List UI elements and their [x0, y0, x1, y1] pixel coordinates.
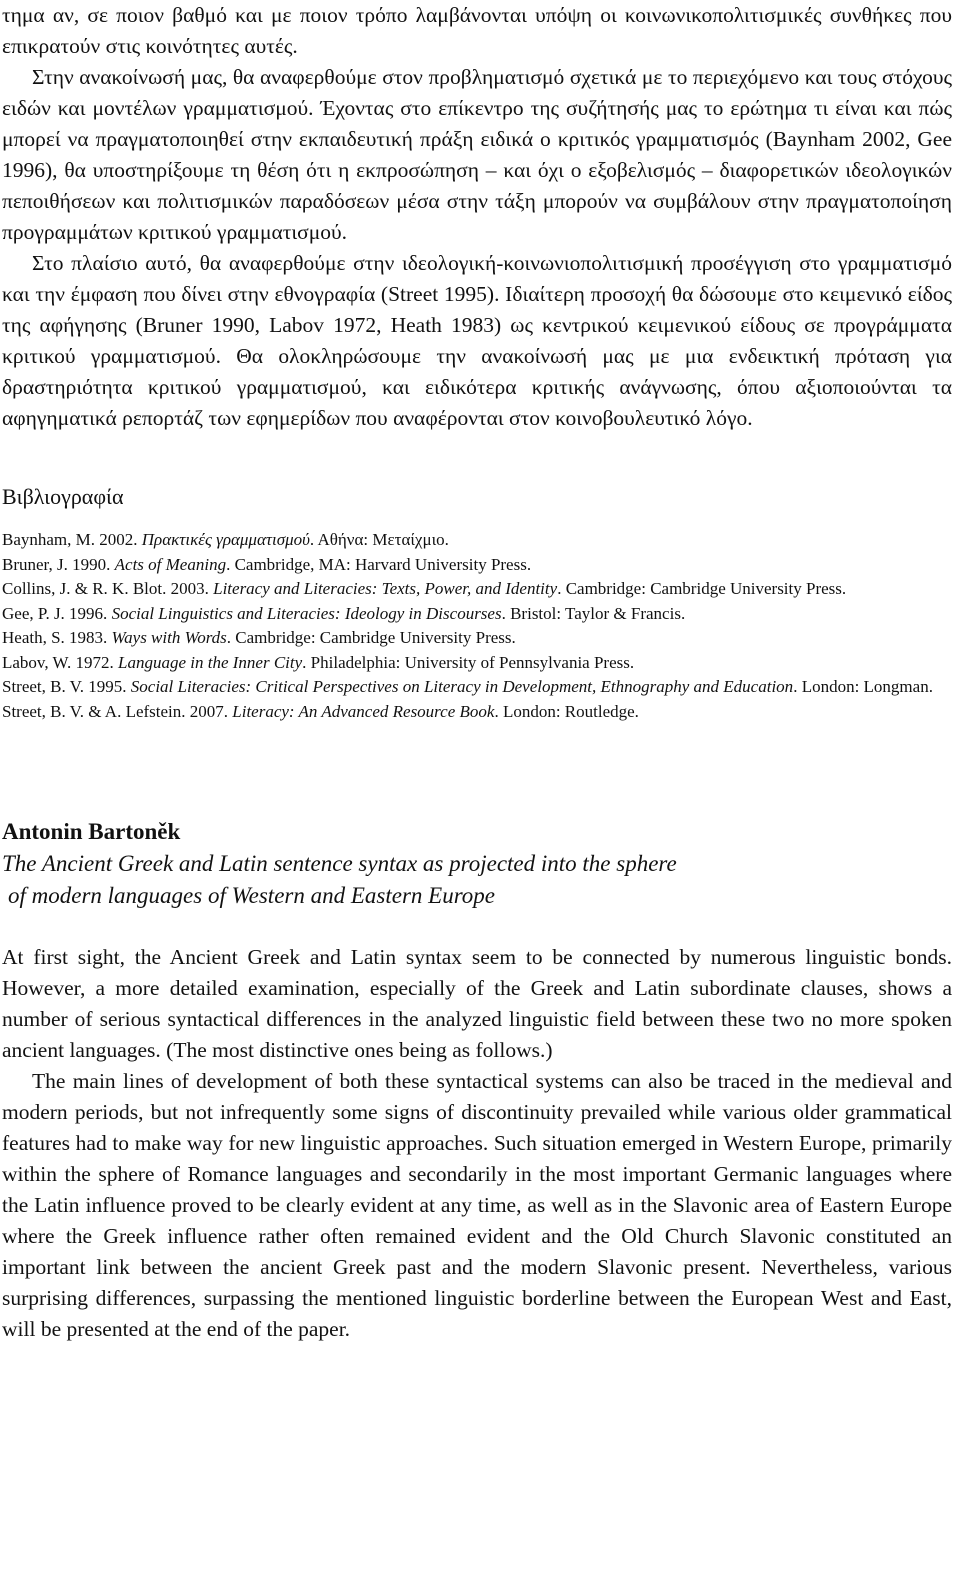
greek-abstract: [2, 0, 952, 434]
article-paragraph-1: At first sight, the Ancient Greek and Latin syntax seem to be connected by numerous linguistic bonds. However, a more detailed examination, especially of the Greek and Latin subordinate clauses, shows a number of serious syntactical differences in the analyzed linguistic field between these two no more spoken ancient languages. (The most distinctive ones being as follows.): [2, 945, 952, 1062]
article-title: [2, 848, 952, 912]
greek-paragraph-2: Στην ανακοίνωσή μας, θα αναφερθούμε στον προβληματισμό σχετικά με το περιεχόμενο και τους στόχους ειδών και μοντέλων γραμματισμού. Έχοντας στο επίκεντρο της συζήτησής μας το ερώτημα τι είναι και πώς μπορεί να πραγματοποιηθεί στην εκπαιδευτική πράξη ειδικά ο κριτικός γραμματισμός (Baynham 2002, Gee 1996), θα υποστηρίξουμε τη θέση ότι η εκπροσώπηση – και όχι ο εξοβελισμός – διαφορετικών ιδεολογικών πεποιθήσεων και πολιτισμικών παραδόσεων μέσα στην τάξη μπορούν να συμβάλουν στην πραγματοποίηση προγραμμάτων κριτικού γραμματισμού.: [2, 65, 952, 244]
article-title-line-1: The Ancient Greek and Latin sentence syntax as projected into the sphere: [2, 851, 677, 876]
greek-paragraph-1: τημα αν, σε ποιον βαθμό και με ποιον τρόπο λαμβάνονται υπόψη οι κοινωνικοπολιτισμικές συνθήκες που επικρατούν στις κοινότητες αυτές.: [2, 3, 952, 58]
greek-paragraph-3: Στο πλαίσιο αυτό, θα αναφερθούμε στην ιδεολογική-κοινωνιοπολιτισμική προσέγγιση στο γραμματισμό και την έμφαση που δίνει στην εθνογραφία (Street 1995). Ιδιαίτερη προσοχή θα δώσουμε στο κειμενικό είδος της αφήγησης (Bruner 1990, Labov 1972, Heath 1983) ως κεντρικού κειμενικού είδους σε προγράμματα κριτικού γραμματισμού. Θα ολοκληρώσουμε την ανακοίνωσή μας με μια ενδεικτική πρόταση για δραστηριότητα κριτικού γραμματισμού, και ειδικότερα κριτικής ανάγνωσης, όπου αξιοποιούνται τα αφηγηματικά ρεπορτάζ των εφημερίδων που αναφέρονται στον κοινοβουλευτικό λόγο.: [2, 251, 952, 430]
bibliography-list: [2, 528, 952, 724]
reference-item: Street, B. V. & A. Lefstein. 2007. Literacy: An Advanced Resource Book. London: Routledge.: [2, 701, 639, 721]
reference-item: Bruner, J. 1990. Acts of Meaning. Cambridge, MA: Harvard University Press.: [2, 554, 532, 574]
bibliography-heading: Βιβλιογραφία: [2, 484, 124, 509]
reference-item: Gee, P. J. 1996. Social Linguistics and Literacies: Ideology in Discourses. Bristol: Taylor & Francis.: [2, 603, 686, 623]
reference-item: Labov, W. 1972. Language in the Inner City. Philadelphia: University of Pennsylvania Press.: [2, 652, 635, 672]
article-title-line-2: of modern languages of Western and Eastern Europe: [8, 883, 496, 908]
reference-item: Baynham, M. 2002. Πρακτικές γραμματισμού. Αθήνα: Μεταίχμιο.: [2, 530, 449, 549]
reference-item: Street, B. V. 1995. Social Literacies: Critical Perspectives on Literacy in Development, Ethnography and Education. London: Longman.: [2, 677, 933, 696]
document-page: [2, 0, 952, 1345]
reference-item: Heath, S. 1983. Ways with Words. Cambridge: Cambridge University Press.: [2, 628, 516, 647]
article-author: Antonin Bartoněk: [2, 819, 181, 844]
article-paragraph-2: The main lines of development of both these syntactical systems can also be traced in the medieval and modern periods, but not infrequently some signs of discontinuity prevailed while various older grammatical features had to make way for new linguistic approaches. Such situation emerged in Western Europe, primarily within the sphere of Romance languages and secondarily in the most important Germanic languages where the Latin influence proved to be clearly evident at any time, as well as in the Slavonic area of Eastern Europe where the Greek influence rather often remained evident and the Old Church Slavonic constituted an important link between the ancient Greek past and the modern Slavonic present. Nevertheless, various surprising differences, surpassing the mentioned linguistic borderline between the European West and East, will be presented at the end of the paper.: [2, 1069, 952, 1341]
reference-item: Collins, J. & R. K. Blot. 2003. Literacy and Literacies: Texts, Power, and Identity. Cambridge: Cambridge University Press.: [2, 579, 847, 598]
